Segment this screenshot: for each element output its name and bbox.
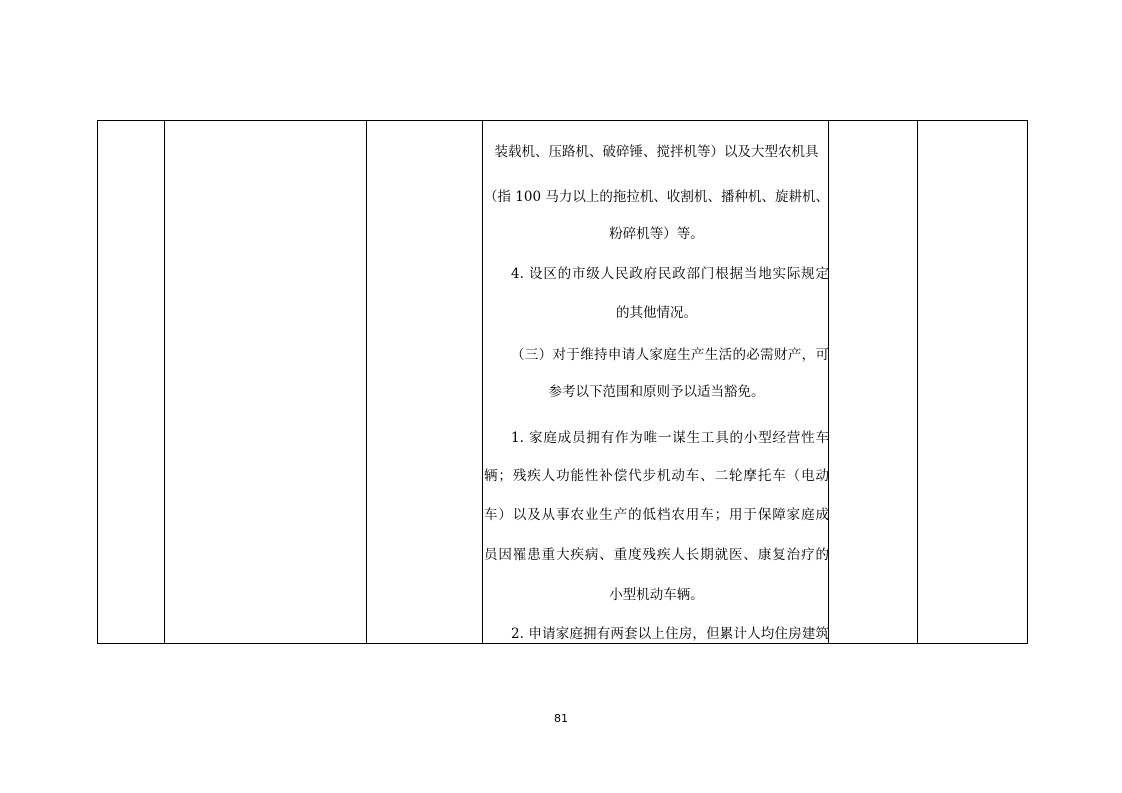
text-line: 装载机、压路机、破碎锤、搅拌机等）以及大型农机具 xyxy=(494,144,819,160)
column-divider xyxy=(366,121,367,643)
text-line: 粉碎机等）等。 xyxy=(609,226,704,242)
text-line: 车）以及从事农业生产的低档农用车；用于保障家庭成 xyxy=(484,507,829,523)
text-line: （指 100 马力以上的拖拉机、收割机、播种机、旋耕机、 xyxy=(484,189,829,205)
document-table xyxy=(97,120,1028,644)
column-divider xyxy=(482,121,483,643)
text-line: （三）对于维持申请人家庭生产生活的必需财产，可 xyxy=(511,347,829,363)
text-line: 的其他情况。 xyxy=(616,305,697,321)
text-line: 参考以下范围和原则予以适当豁免。 xyxy=(548,384,765,400)
text-line: 4. 设区的市级人民政府民政部门根据当地实际规定 xyxy=(511,266,829,282)
text-line: 员因罹患重大疾病、重度残疾人长期就医、康复治疗的 xyxy=(484,547,829,563)
page-number: 81 xyxy=(554,712,568,725)
text-line: 小型机动车辆。 xyxy=(609,587,704,603)
column-divider xyxy=(164,121,165,643)
text-line: 辆；残疾人功能性补偿代步机动车、二轮摩托车（电动 xyxy=(484,468,829,484)
column-divider xyxy=(917,121,918,643)
policy-text-cell xyxy=(484,121,829,643)
text-line: 2. 申请家庭拥有两套以上住房，但累计人均住房建筑 xyxy=(511,626,829,642)
text-line: 1. 家庭成员拥有作为唯一谋生工具的小型经营性车 xyxy=(511,430,829,446)
